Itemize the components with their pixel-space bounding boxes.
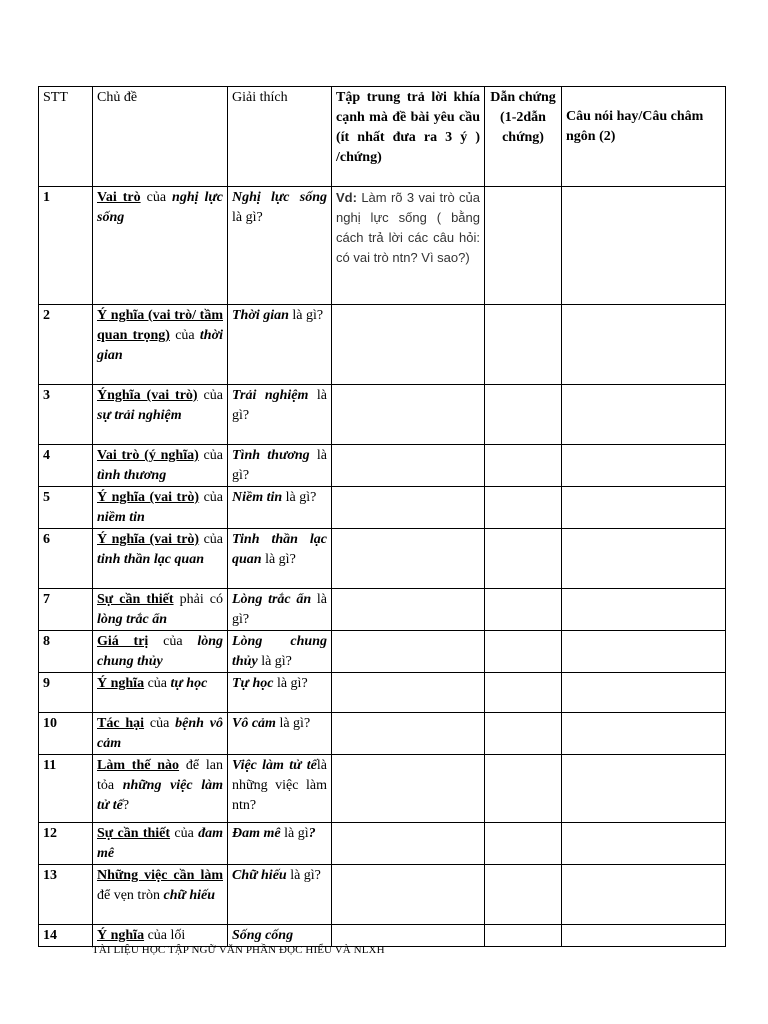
cell-explain: Chữ hiếu là gì?: [228, 865, 332, 925]
table-row: [39, 865, 726, 925]
cell-explain: Thời gian là gì?: [228, 305, 332, 385]
cell-explain: Nghị lực sống là gì?: [228, 187, 332, 305]
table-row: [39, 529, 726, 589]
cell-quote: [562, 823, 726, 865]
cell-explain: Tự học là gì?: [228, 673, 332, 713]
cell-explain: Niềm tin là gì?: [228, 487, 332, 529]
cell-stt: 10: [39, 713, 93, 755]
cell-stt: 14: [39, 925, 93, 947]
cell-stt: 9: [39, 673, 93, 713]
cell-topic: Ý nghĩa (vai trò/ tầm quan trọng) của thời gian: [93, 305, 228, 385]
cell-topic: Vai trò của nghị lực sống: [93, 187, 228, 305]
cell-focus: [332, 865, 485, 925]
table-row: [39, 823, 726, 865]
cell-evidence: [485, 305, 562, 385]
cell-topic: Ý nghĩa (vai trò) của tinh thần lạc quan: [93, 529, 228, 589]
cell-stt: 12: [39, 823, 93, 865]
cell-focus: [332, 823, 485, 865]
topics-table: [38, 86, 726, 947]
cell-quote: [562, 631, 726, 673]
cell-quote: [562, 487, 726, 529]
cell-topic: Những việc cần làm để vẹn tròn chữ hiếu: [93, 865, 228, 925]
cell-explain: Trải nghiệm là gì?: [228, 385, 332, 445]
cell-evidence: [485, 385, 562, 445]
cell-evidence: [485, 823, 562, 865]
cell-focus: [332, 487, 485, 529]
table-row: [39, 187, 726, 305]
footer-caption: TÀI LIỆU HỌC TẬP NGỮ VĂN PHẦN ĐỌC HIỂU VÀ NLXH: [92, 944, 385, 956]
cell-stt: 5: [39, 487, 93, 529]
table-row: [39, 385, 726, 445]
cell-quote: [562, 713, 726, 755]
cell-topic: Tác hại của bệnh vô cảm: [93, 713, 228, 755]
cell-topic: Sự cần thiết của đam mê: [93, 823, 228, 865]
cell-quote: [562, 187, 726, 305]
cell-evidence: [485, 529, 562, 589]
cell-explain: Việc làm tử tếlà những việc làm ntn?: [228, 755, 332, 823]
cell-focus: [332, 631, 485, 673]
table-row: [39, 631, 726, 673]
cell-stt: 7: [39, 589, 93, 631]
cell-topic: Ý nghĩa của lối: [93, 925, 228, 947]
cell-explain: Tinh thần lạc quan là gì?: [228, 529, 332, 589]
cell-quote: [562, 529, 726, 589]
cell-evidence: [485, 589, 562, 631]
table-row: [39, 305, 726, 385]
cell-explain: Tình thương là gì?: [228, 445, 332, 487]
cell-stt: 1: [39, 187, 93, 305]
header-topic: Chủ đề: [93, 87, 228, 187]
cell-focus: [332, 673, 485, 713]
cell-stt: 4: [39, 445, 93, 487]
cell-focus: [332, 589, 485, 631]
cell-stt: 13: [39, 865, 93, 925]
cell-evidence: [485, 445, 562, 487]
cell-evidence: [485, 713, 562, 755]
table-row: [39, 673, 726, 713]
cell-evidence: [485, 865, 562, 925]
cell-evidence: [485, 487, 562, 529]
cell-explain: Đam mê là gì?: [228, 823, 332, 865]
cell-focus: [332, 445, 485, 487]
header-focus: Tập trung trả lời khía cạnh mà đề bài yêu cầu (ít nhất đưa ra 3 ý ) /chứng): [332, 87, 485, 187]
cell-topic: Ýnghĩa (vai trò) của sự trải nghiệm: [93, 385, 228, 445]
cell-focus: [332, 385, 485, 445]
cell-evidence: [485, 631, 562, 673]
table-row: [39, 445, 726, 487]
cell-topic: Sự cần thiết phải có lòng trắc ẩn: [93, 589, 228, 631]
cell-stt: 3: [39, 385, 93, 445]
cell-stt: 11: [39, 755, 93, 823]
cell-stt: 8: [39, 631, 93, 673]
table-row: [39, 487, 726, 529]
table-row: [39, 589, 726, 631]
cell-focus: Vd: Làm rõ 3 vai trò của nghị lực sống ( bằng cách trả lời các câu hỏi: có vai trò ntn? Vì sao?): [332, 187, 485, 305]
header-row: [39, 87, 726, 187]
cell-topic: Ý nghĩa (vai trò) của niềm tin: [93, 487, 228, 529]
table-row: [39, 755, 726, 823]
header-stt: STT: [39, 87, 93, 187]
cell-topic: Làm thế nào để lan tỏa những việc làm tử tế?: [93, 755, 228, 823]
cell-evidence: [485, 925, 562, 947]
cell-quote: [562, 589, 726, 631]
table-row: [39, 713, 726, 755]
cell-topic: Vai trò (ý nghĩa) của tình thương: [93, 445, 228, 487]
cell-explain: Lòng chung thủy là gì?: [228, 631, 332, 673]
cell-evidence: [485, 755, 562, 823]
cell-explain: Lòng trắc ẩn là gì?: [228, 589, 332, 631]
cell-quote: [562, 755, 726, 823]
cell-quote: [562, 385, 726, 445]
cell-explain: Sống cống: [228, 925, 332, 947]
cell-focus: [332, 529, 485, 589]
cell-stt: 6: [39, 529, 93, 589]
cell-focus: [332, 755, 485, 823]
table-body: [39, 87, 726, 947]
cell-quote: [562, 445, 726, 487]
cell-focus: [332, 713, 485, 755]
cell-topic: Ý nghĩa của tự học: [93, 673, 228, 713]
cell-focus: [332, 305, 485, 385]
cell-quote: [562, 305, 726, 385]
cell-topic: Giá trị của lòng chung thủy: [93, 631, 228, 673]
cell-quote: [562, 673, 726, 713]
cell-quote: [562, 865, 726, 925]
header-explain: Giải thích: [228, 87, 332, 187]
header-quote: Câu nói hay/Câu châm ngôn (2): [562, 87, 726, 187]
cell-quote: [562, 925, 726, 947]
cell-explain: Vô cảm là gì?: [228, 713, 332, 755]
header-evidence: Dẫn chứng (1-2dẫn chứng): [485, 87, 562, 187]
cell-evidence: [485, 673, 562, 713]
cell-stt: 2: [39, 305, 93, 385]
cell-evidence: [485, 187, 562, 305]
